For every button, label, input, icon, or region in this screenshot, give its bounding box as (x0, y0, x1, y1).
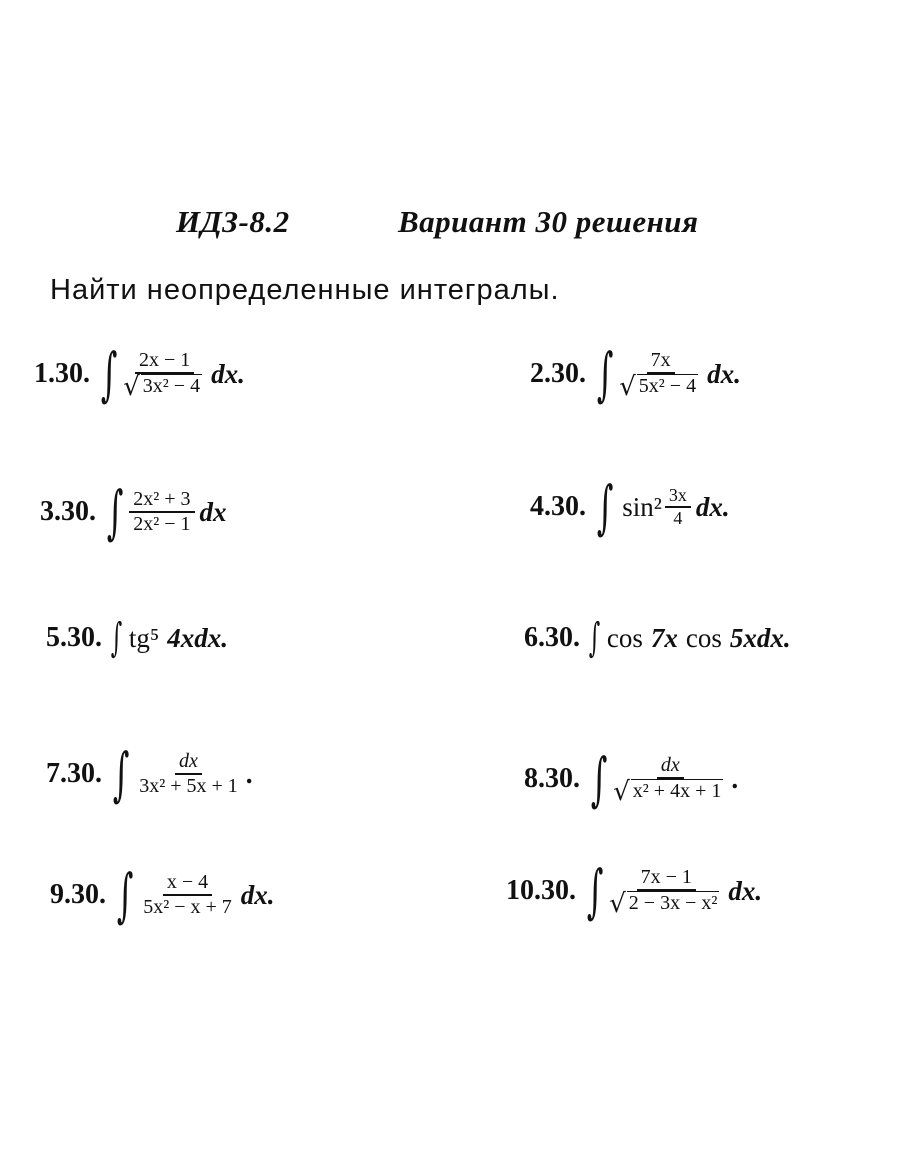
document-title: ИДЗ-8.2 (176, 204, 290, 239)
radicand: x² + 4x + 1 (632, 779, 722, 802)
problem-4 (530, 473, 730, 541)
differential: dx. (728, 875, 763, 906)
numerator: 3x (665, 485, 691, 508)
problem-10 (506, 857, 763, 925)
problem-number: 8.30. (524, 763, 580, 794)
numerator: 7x (647, 349, 675, 374)
argument: 4xdx. (167, 622, 229, 653)
integral-sign: ∫ (586, 857, 604, 925)
argument-1: 7x (650, 622, 678, 653)
problem-2 (530, 340, 741, 408)
root-sign: √ (619, 371, 636, 402)
argument-2: 5xdx. (729, 622, 791, 653)
problem-number: 5.30. (46, 622, 102, 653)
problem-number: 2.30. (530, 358, 586, 389)
problem-3 (40, 478, 227, 546)
numerator: 7x − 1 (637, 866, 696, 891)
function-cos-2: cos (685, 622, 722, 653)
fraction (613, 754, 727, 805)
problem-6 (524, 615, 791, 661)
period: . (732, 763, 740, 794)
numerator: dx (657, 754, 684, 779)
fraction (129, 488, 194, 536)
problem-5 (46, 615, 229, 661)
numerator: dx (175, 750, 202, 775)
function: tg⁵ (128, 622, 160, 653)
integral-sign: ∫ (116, 861, 134, 929)
problem-9 (50, 861, 275, 929)
integral-sign: ∫ (106, 478, 124, 546)
differential: dx. (211, 358, 245, 389)
problem-7 (46, 740, 254, 808)
problem-1 (34, 340, 245, 408)
problem-number: 6.30. (524, 622, 580, 653)
denominator: 4 (673, 508, 683, 528)
integral-sign: ∫ (590, 745, 608, 813)
numerator: 2x² + 3 (129, 488, 194, 513)
fraction (609, 866, 723, 917)
fraction (135, 750, 242, 798)
radicand: 5x² − 4 (638, 374, 697, 397)
denominator: 3x² + 5x + 1 (139, 775, 238, 797)
fraction (123, 349, 206, 400)
radicand: 2 − 3x − x² (628, 891, 718, 914)
denominator (613, 776, 727, 807)
variant-title: Вариант 30 решения (398, 204, 699, 239)
task-instruction: Найти неопределенные интегралы. (50, 274, 560, 306)
problem-8 (524, 745, 740, 813)
root-sign: √ (123, 371, 140, 402)
function: sin² (622, 491, 662, 522)
problem-number: 7.30. (46, 758, 102, 789)
integral-sign: ∫ (596, 473, 614, 541)
problem-number: 1.30. (34, 358, 90, 389)
numerator: x − 4 (163, 871, 212, 896)
integral-sign: ∫ (588, 615, 601, 661)
integral-sign: ∫ (100, 340, 118, 408)
period: . (246, 758, 254, 789)
denominator (609, 888, 723, 919)
problem-number: 3.30. (40, 496, 96, 527)
integral-sign: ∫ (596, 340, 614, 408)
denominator (619, 371, 702, 402)
differential: dx (199, 496, 227, 527)
integral-sign: ∫ (112, 740, 130, 808)
problem-number: 10.30. (506, 875, 576, 906)
numerator: 2x − 1 (135, 349, 194, 374)
denominator: 2x² − 1 (133, 513, 191, 535)
radicand: 3x² − 4 (142, 374, 201, 397)
integral-sign: ∫ (110, 615, 123, 661)
function-cos-1: cos (606, 622, 643, 653)
denominator: 5x² − x + 7 (143, 896, 232, 918)
differential: dx. (695, 491, 730, 522)
differential: dx. (240, 879, 275, 910)
fraction (139, 871, 236, 919)
problem-number: 4.30. (530, 491, 586, 522)
root-sign: √ (609, 888, 626, 919)
root-sign: √ (613, 776, 630, 807)
differential: dx. (707, 358, 741, 389)
problem-number: 9.30. (50, 879, 106, 910)
fraction (665, 485, 691, 528)
denominator (123, 371, 206, 402)
fraction (619, 349, 702, 400)
